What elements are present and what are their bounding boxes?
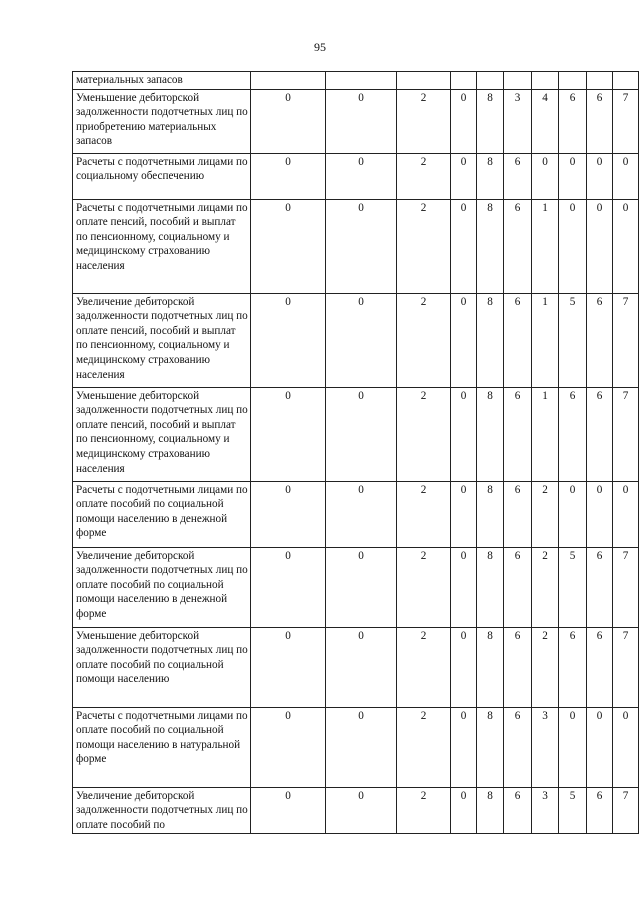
code-digit-cell: 0 xyxy=(251,547,326,627)
code-digit-cell xyxy=(326,72,397,90)
code-digit-cell: 0 xyxy=(613,199,639,293)
code-digit-cell: 0 xyxy=(326,293,397,387)
code-digit-cell: 1 xyxy=(532,199,559,293)
code-digit-cell: 0 xyxy=(251,387,326,481)
code-digit-cell: 8 xyxy=(477,707,504,787)
code-digit-cell: 0 xyxy=(587,153,613,199)
code-digit-cell: 0 xyxy=(587,199,613,293)
code-digit-cell: 7 xyxy=(613,627,639,707)
code-digit-cell xyxy=(451,72,477,90)
code-digit-cell: 0 xyxy=(451,199,477,293)
code-digit-cell: 2 xyxy=(397,387,451,481)
code-digit-cell: 2 xyxy=(397,199,451,293)
code-digit-cell: 0 xyxy=(326,89,397,153)
code-digit-cell: 6 xyxy=(559,387,587,481)
row-description: Уменьшение дебиторской задолженности подотчетных лиц по оплате пенсий, пособий и выплат по пенсионному, социальному и медицинскому страхованию населения xyxy=(73,387,251,481)
code-digit-cell: 4 xyxy=(532,89,559,153)
code-digit-cell: 0 xyxy=(326,787,397,834)
table-row xyxy=(73,199,639,293)
code-digit-cell: 8 xyxy=(477,293,504,387)
code-digit-cell: 2 xyxy=(397,89,451,153)
code-digit-cell: 2 xyxy=(397,627,451,707)
code-digit-cell: 5 xyxy=(559,293,587,387)
code-digit-cell: 8 xyxy=(477,153,504,199)
code-digit-cell: 0 xyxy=(326,153,397,199)
code-digit-cell: 0 xyxy=(532,153,559,199)
code-digit-cell xyxy=(251,72,326,90)
code-digit-cell: 2 xyxy=(532,627,559,707)
code-digit-cell: 8 xyxy=(477,199,504,293)
code-digit-cell: 6 xyxy=(587,787,613,834)
code-digit-cell: 0 xyxy=(451,627,477,707)
code-digit-cell: 7 xyxy=(613,387,639,481)
code-digit-cell: 6 xyxy=(587,547,613,627)
code-digit-cell xyxy=(397,72,451,90)
code-digit-cell: 0 xyxy=(587,707,613,787)
code-digit-cell: 6 xyxy=(504,787,532,834)
code-digit-cell: 0 xyxy=(326,387,397,481)
row-description: Расчеты с подотчетными лицами по социальному обеспечению xyxy=(73,153,251,199)
code-digit-cell: 2 xyxy=(397,547,451,627)
code-digit-cell: 0 xyxy=(559,707,587,787)
code-digit-cell: 6 xyxy=(504,707,532,787)
code-digit-cell: 0 xyxy=(326,481,397,547)
table-row xyxy=(73,387,639,481)
code-digit-cell: 0 xyxy=(251,627,326,707)
code-digit-cell xyxy=(477,72,504,90)
code-digit-cell: 0 xyxy=(251,293,326,387)
code-digit-cell: 0 xyxy=(251,707,326,787)
code-digit-cell: 6 xyxy=(587,89,613,153)
code-digit-cell: 0 xyxy=(326,547,397,627)
code-digit-cell xyxy=(613,72,639,90)
code-digit-cell: 0 xyxy=(613,707,639,787)
code-digit-cell: 0 xyxy=(251,787,326,834)
code-digit-cell: 6 xyxy=(559,627,587,707)
table-row xyxy=(73,153,639,199)
table-row xyxy=(73,707,639,787)
code-digit-cell: 6 xyxy=(559,89,587,153)
code-digit-cell: 6 xyxy=(504,627,532,707)
code-digit-cell: 2 xyxy=(397,481,451,547)
code-digit-cell xyxy=(504,72,532,90)
code-digit-cell: 2 xyxy=(397,707,451,787)
code-digit-cell xyxy=(532,72,559,90)
code-digit-cell: 1 xyxy=(532,387,559,481)
code-digit-cell: 2 xyxy=(397,787,451,834)
code-digit-cell: 0 xyxy=(251,89,326,153)
code-digit-cell: 6 xyxy=(587,293,613,387)
code-digit-cell: 0 xyxy=(559,199,587,293)
row-description: Расчеты с подотчетными лицами по оплате пенсий, пособий и выплат по пенсионному, социальному и медицинскому страхованию населения xyxy=(73,199,251,293)
code-digit-cell: 3 xyxy=(532,707,559,787)
code-digit-cell: 8 xyxy=(477,547,504,627)
code-digit-cell: 6 xyxy=(504,387,532,481)
table-row xyxy=(73,89,639,153)
code-digit-cell: 0 xyxy=(326,199,397,293)
code-digit-cell: 2 xyxy=(532,481,559,547)
code-digit-cell: 6 xyxy=(587,387,613,481)
code-digit-cell: 8 xyxy=(477,787,504,834)
code-digit-cell: 0 xyxy=(587,481,613,547)
row-description: Уменьшение дебиторской задолженности подотчетных лиц по оплате пособий по социальной помощи населению xyxy=(73,627,251,707)
table-row xyxy=(73,547,639,627)
code-digit-cell: 0 xyxy=(251,199,326,293)
code-digit-cell: 7 xyxy=(613,787,639,834)
row-description: Уменьшение дебиторской задолженности подотчетных лиц по приобретению материальных запасов xyxy=(73,89,251,153)
code-digit-cell: 7 xyxy=(613,547,639,627)
code-digit-cell: 7 xyxy=(613,89,639,153)
code-digit-cell: 2 xyxy=(397,293,451,387)
code-digit-cell: 1 xyxy=(532,293,559,387)
code-digit-cell: 0 xyxy=(451,547,477,627)
code-digit-cell: 8 xyxy=(477,627,504,707)
code-digit-cell: 2 xyxy=(397,153,451,199)
code-digit-cell: 0 xyxy=(451,387,477,481)
code-digit-cell: 0 xyxy=(326,627,397,707)
code-digit-cell xyxy=(559,72,587,90)
code-digit-cell: 0 xyxy=(451,89,477,153)
row-description: Увеличение дебиторской задолженности подотчетных лиц по оплате пенсий, пособий и выплат по пенсионному, социальному и медицинскому страхованию населения xyxy=(73,293,251,387)
code-digit-cell: 8 xyxy=(477,387,504,481)
row-description: Расчеты с подотчетными лицами по оплате пособий по социальной помощи населению в денежной форме xyxy=(73,481,251,547)
code-digit-cell: 8 xyxy=(477,481,504,547)
code-digit-cell: 0 xyxy=(559,481,587,547)
code-digit-cell: 0 xyxy=(613,153,639,199)
code-digit-cell: 5 xyxy=(559,787,587,834)
code-digit-cell: 7 xyxy=(613,293,639,387)
code-digit-cell: 0 xyxy=(251,481,326,547)
table-row xyxy=(73,787,639,834)
row-description: Расчеты с подотчетными лицами по оплате пособий по социальной помощи населению в натуральной форме xyxy=(73,707,251,787)
code-digit-cell: 3 xyxy=(532,787,559,834)
code-digit-cell: 3 xyxy=(504,89,532,153)
code-digit-cell: 0 xyxy=(326,707,397,787)
table-row xyxy=(73,72,639,90)
row-description: материальных запасов xyxy=(73,72,251,90)
code-digit-cell: 0 xyxy=(451,707,477,787)
code-digit-cell: 6 xyxy=(504,547,532,627)
code-digit-cell: 6 xyxy=(587,627,613,707)
code-digit-cell: 6 xyxy=(504,199,532,293)
code-digit-cell: 0 xyxy=(613,481,639,547)
code-digit-cell: 0 xyxy=(559,153,587,199)
code-digit-cell: 0 xyxy=(451,153,477,199)
code-digit-cell: 2 xyxy=(532,547,559,627)
table-row xyxy=(73,293,639,387)
code-digit-cell: 8 xyxy=(477,89,504,153)
code-digit-cell: 0 xyxy=(251,153,326,199)
code-digit-cell: 6 xyxy=(504,293,532,387)
row-description: Увеличение дебиторской задолженности подотчетных лиц по оплате пособий по xyxy=(73,787,251,834)
account-codes-table xyxy=(72,71,639,834)
code-digit-cell: 5 xyxy=(559,547,587,627)
code-digit-cell: 0 xyxy=(451,481,477,547)
code-digit-cell: 0 xyxy=(451,787,477,834)
code-digit-cell xyxy=(587,72,613,90)
table-row xyxy=(73,481,639,547)
row-description: Увеличение дебиторской задолженности подотчетных лиц по оплате пособий по социальной помощи населению в денежной форме xyxy=(73,547,251,627)
code-digit-cell: 6 xyxy=(504,153,532,199)
code-digit-cell: 0 xyxy=(451,293,477,387)
table-row xyxy=(73,627,639,707)
page-number: 95 xyxy=(314,40,326,54)
code-digit-cell: 6 xyxy=(504,481,532,547)
